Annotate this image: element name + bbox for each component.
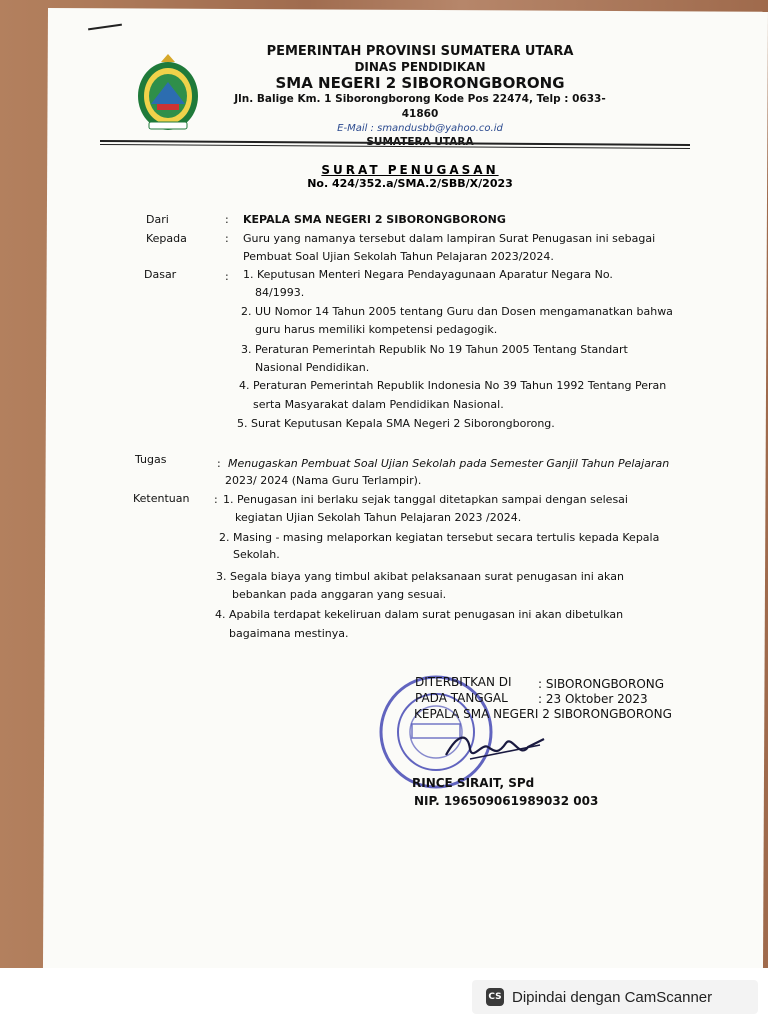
signatory-nip: NIP. 196509061989032 003 xyxy=(414,794,599,808)
dasar-item: Nasional Pendidikan. xyxy=(255,361,370,374)
ketentuan-label: Ketentuan xyxy=(133,492,190,505)
letter-number: No. 424/352.a/SMA.2/SBB/X/2023 xyxy=(307,177,513,190)
tugas-line-1: Menugaskan Pembuat Soal Ujian Sekolah pada Semester Ganjil Tahun Pelajaran xyxy=(228,457,670,470)
camscanner-label: Dipindai dengan CamScanner xyxy=(512,988,713,1006)
kepada-label: Kepada xyxy=(146,232,187,245)
signatory-position: KEPALA SMA NEGERI 2 SIBORONGBORONG xyxy=(414,707,672,721)
school-name: SMA NEGERI 2 SIBORONGBORONG xyxy=(275,74,565,92)
kepada-line-1: Guru yang namanya tersebut dalam lampiran Surat Penugasan ini sebagai xyxy=(243,232,656,245)
date-value: : 23 Oktober 2023 xyxy=(538,692,648,706)
government-name: PEMERINTAH PROVINSI SUMATERA UTARA xyxy=(266,44,574,59)
ketentuan-item: 4. Apabila terdapat kekeliruan dalam surat penugasan ini akan dibetulkan xyxy=(215,608,624,621)
colon: : xyxy=(214,493,218,506)
ketentuan-item: bebankan pada anggaran yang sesuai. xyxy=(232,588,447,601)
dasar-item: 2. UU Nomor 14 Tahun 2005 tentang Guru dan Dosen mengamanatkan bahwa xyxy=(241,305,673,318)
tugas-label: Tugas xyxy=(135,453,167,466)
colon: : xyxy=(225,213,229,226)
issued-label: DITERBITKAN DI xyxy=(415,675,512,689)
tugas-line-2: 2023/ 2024 (Nama Guru Terlampir). xyxy=(225,474,422,487)
letterhead xyxy=(220,44,620,150)
dasar-item: 5. Surat Keputusan Kepala SMA Negeri 2 Siborongborong. xyxy=(237,417,555,430)
dasar-item: 1. Keputusan Menteri Negara Pendayagunaan Aparatur Negara No. xyxy=(243,268,613,281)
ketentuan-item: 2. Masing - masing melaporkan kegiatan tersebut secara tertulis kepada Kepala xyxy=(219,531,660,544)
province-emblem-icon xyxy=(131,52,205,134)
dari-value: KEPALA SMA NEGERI 2 SIBORONGBORONG xyxy=(243,213,506,226)
ketentuan-item: kegiatan Ujian Sekolah Tahun Pelajaran 2023 /2024. xyxy=(235,511,522,524)
dasar-item: serta Masyarakat dalam Pendidikan Nasional. xyxy=(253,398,504,411)
ketentuan-item: bagaimana mestinya. xyxy=(229,627,349,640)
ketentuan-item: Sekolah. xyxy=(233,548,280,561)
kepada-line-2: Pembuat Soal Ujian Sekolah Tahun Pelajaran 2023/2024. xyxy=(243,250,554,263)
dari-label: Dari xyxy=(146,213,169,226)
letter-title xyxy=(300,163,520,190)
school-address: Jln. Balige Km. 1 Siborongborong Kode Pos 22474, Telp : 0633-41860 xyxy=(234,93,606,120)
signature-icon xyxy=(440,725,550,770)
camscanner-logo-icon: CS xyxy=(486,988,504,1006)
letter-heading: SURAT PENUGASAN xyxy=(321,163,499,177)
colon: : xyxy=(225,232,229,245)
dasar-item: 3. Peraturan Pemerintah Republik No 19 Tahun 2005 Tentang Standart xyxy=(241,343,628,356)
ketentuan-item: 1. Penugasan ini berlaku sejak tanggal ditetapkan sampai dengan selesai xyxy=(223,493,628,506)
camscanner-watermark xyxy=(472,980,758,1014)
school-email: E-Mail : smandusbb@yahoo.co.id xyxy=(337,123,503,134)
issued-value: : SIBORONGBORONG xyxy=(538,677,665,691)
colon: : xyxy=(217,457,221,470)
dasar-item: guru harus memiliki kompetensi pedagogik. xyxy=(255,323,498,336)
dasar-item: 84/1993. xyxy=(255,286,305,299)
ketentuan-item: 3. Segala biaya yang timbul akibat pelaksanaan surat penugasan ini akan xyxy=(216,570,624,583)
date-label: PADA TANGGAL xyxy=(415,691,508,705)
dasar-label: Dasar xyxy=(144,268,177,281)
department-name: DINAS PENDIDIKAN xyxy=(354,60,486,74)
signatory-name: RINCE SIRAIT, SPd xyxy=(412,776,535,790)
dasar-item: 4. Peraturan Pemerintah Republik Indonesia No 39 Tahun 1992 Tentang Peran xyxy=(239,379,667,392)
colon: : xyxy=(225,270,229,283)
